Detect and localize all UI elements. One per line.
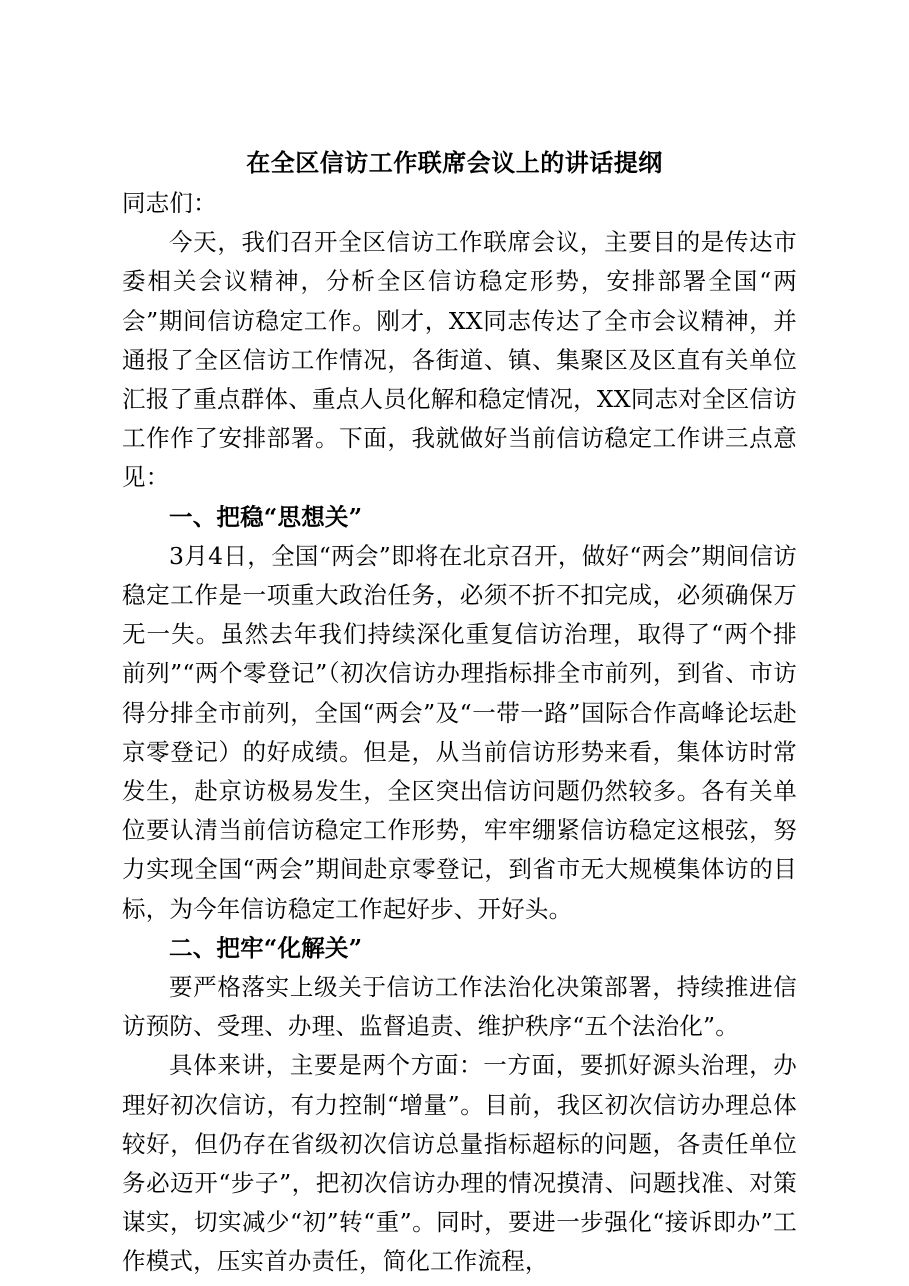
document-title: 在全区信访工作联席会议上的讲话提纲 bbox=[246, 148, 663, 177]
section-1-paragraph: 3月4日，全国“两会”即将在北京召开，做好“两会”期间信访稳定工作是一项重大政治任务，必须不折不扣完成，必须确保万无一失。虽然去年我们持续深化重复信访治理，取得了“两个排前列”“两个零登记”（初次信访办理指标排全市前列，到省、市访得分排全市前列，全国“两会”及“一带一路”国际合作高峰论坛赴京零登记）的好成绩。但是，从当前信访形势来看，集体访时常发生，赴京访极易发生，全区突出信访问题仍然较多。各有关单位要认清当前信访稳定工作形势，牢牢绷紧信访稳定这根弦，努力实现全国“两会”期间赴京零登记，到省市无大规模集体访的目标，为今年信访稳定工作起好步、开好头。 bbox=[122, 541, 797, 923]
section-heading-2: 二、把牢“化解关” bbox=[169, 933, 363, 962]
section-2-paragraph-1: 要严格落实上级关于信访工作法治化决策部署，持续推进信访预防、受理、办理、监督追责、维护秩序“五个法治化”。 bbox=[122, 973, 797, 1041]
section-heading-1: 一、把稳“思想关” bbox=[169, 502, 363, 531]
section-2-paragraph-2: 具体来讲，主要是两个方面：一方面，要抓好源头治理，办理好初次信访，有力控制“增量”。目前，我区初次信访办理总体较好，但仍存在省级初次信访总量指标超标的问题，各责任单位务必迈开“步子”，把初次信访办理的情况摸清、问题找准、对策谋实，切实减少“初”转“重”。同时，要进一步强化“接诉即办”工作模式，压实首办责任，简化工作流程， bbox=[122, 1051, 797, 1276]
salutation: 同志们： bbox=[122, 189, 217, 217]
intro-paragraph: 今天，我们召开全区信访工作联席会议，主要目的是传达市委相关会议精神，分析全区信访稳定形势，安排部署全国“两会”期间信访稳定工作。刚才，XX同志传达了全市会议精神，并通报了全区信访工作情况，各街道、镇、集聚区及区直有关单位汇报了重点群体、重点人员化解和稳定情况，XX同志对全区信访工作作了安排部署。下面，我就做好当前信访稳定工作讲三点意见： bbox=[122, 228, 797, 492]
document-body bbox=[122, 184, 797, 1282]
